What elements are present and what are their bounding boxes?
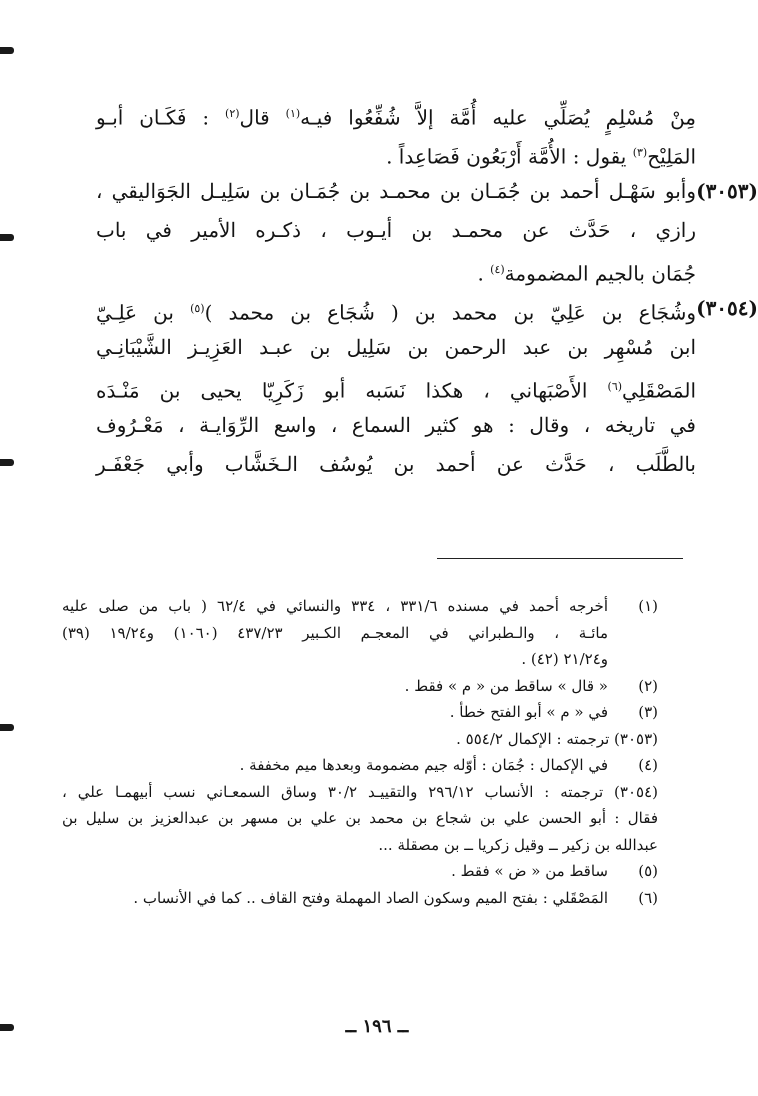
footnote-4 [62, 752, 658, 779]
footnote-line: ساقط من « ض » فقط . [451, 862, 608, 880]
footnote-number: (٥) [638, 862, 658, 880]
translation-note-3053 [62, 726, 658, 753]
footnote-3 [62, 699, 658, 726]
text-line: المَلِيْح$^{(٣)}$ يقول : الأُمَّة أَرْبَعُون فَصَاعِداً . [386, 144, 696, 169]
footnote-1 [62, 593, 658, 673]
entry-3053 [96, 172, 758, 289]
footnote-number: (٢) [638, 676, 658, 695]
text-line: ابن مُسْهِر بن عبد الرحمن بن سَلِيل بن عبـد العَزِيـز الشَّيْبَانِـي [96, 335, 696, 359]
footnote-number: (١) [638, 597, 658, 615]
footnote-number: (٦) [638, 888, 658, 907]
footnote-line: في الإكمال : جُمَان : أوّله جيم مضمومة وبعدها ميم مخففة . [239, 756, 608, 774]
text-line: رازي ، حَدَّث عن محمـد بن أيـوب ، ذكـره الأمير في باب [96, 218, 696, 242]
footnote-line: فقال : أبو الحسن علي بن شجاع بن محمد بن علي بن مسهر بن عبدالعزيز بن سليل بن [62, 809, 658, 827]
scan-edge-mark [0, 234, 14, 241]
entry-number: (٣٠٥٤) [696, 296, 758, 320]
footnote-number: (٣) [638, 703, 658, 721]
text-line: بالطَّلَب ، حَدَّث عن أحمد بن يُوسُف الـخَشَّاب وأبي جَعْفَـر [96, 452, 696, 476]
footnote-5 [62, 858, 658, 885]
scan-edge-mark [0, 47, 14, 54]
text-line: مِنْ مُسْلِمٍ يُصَلِّي عليه أُمَّة إلاَّ شُفِّعُوا فيـه$^{(١)}$ قال$^{(٢)}$ : فَكَـان أبـو [96, 105, 697, 130]
footnote-line: المَصْقَلي : بفتح الميم وسكون الصاد المهملة وفتح القاف .. كما في الأنساب . [133, 888, 608, 907]
footnotes [62, 593, 658, 911]
footnote-line: (٣٠٥٤) ترجمته : الأنساب ٢٩٦/١٢ والتقييـد ٣٠/٢ وساق السمعـاني نسب أبيهمـا علي ، [62, 782, 658, 801]
footnote-6 [62, 885, 658, 912]
footnote-line: و٢١/٢٤ (٤٢) . [521, 650, 608, 668]
scan-edge-mark [0, 459, 14, 466]
footnote-number: (٤) [638, 756, 658, 774]
translation-note-3054 [62, 779, 658, 859]
main-text [96, 94, 758, 484]
footnote-line: أخرجه أحمد في مسنده ٣٣١/٦ ، ٣٣٤ والنسائي في ٦٢/٤ ( باب من صلى عليه [62, 597, 608, 615]
text-line: وأبو سَهْـل أحمد بن جُمَـان بن محمـد بن جُمَـان بن سَلِيـل الجَوَاليقي ، [96, 179, 696, 203]
footnote-line: (٣٠٥٣) ترجمته : الإكمال ٥٥٤/٢ . [456, 729, 658, 748]
text-line: في تاريخه ، وقال : هو كثير السماع ، واسع الرِّوَايـة ، مَعْـرُوف [96, 413, 696, 437]
page-number: ــ ١٩٦ ــ [345, 1016, 409, 1037]
footnote-line: مائـة ، والـطبراني في المعجـم الكـبير ٤٣٧/٢٣ (١٠٦٠) و١٩/٢٤ (٣٩) [62, 623, 608, 642]
footnote-separator [437, 558, 683, 559]
footnote-line: « قال » ساقط من « م » فقط . [404, 676, 608, 695]
text-line: المَصْقَلِي$^{(٦)}$ الأَصْبَهاني ، هكذا نَسَبه أبو زَكَرِيّا يحيى بن مَنْـدَه [96, 378, 696, 403]
scan-edge-mark [0, 724, 14, 731]
paragraph-continuation [96, 94, 696, 172]
entry-3054 [96, 289, 758, 484]
footnote-line: في « م » أبو الفتح خطأ . [449, 703, 608, 721]
entry-number: (٣٠٥٣) [696, 179, 758, 203]
footnote-line: عبدالله بن زكير ــ وقيل زكريا ــ بن مصقلة ... [378, 835, 658, 854]
text-line: جُمَان بالجيم المضمومة$^{(٤)}$ . [477, 261, 696, 286]
footnote-2 [62, 673, 658, 700]
text-line: وشُجَاع بن عَلِيّ بن محمد بن ( شُجَاع بن محمد )$^{(٥)}$ بن عَلِـيّ [96, 300, 696, 325]
